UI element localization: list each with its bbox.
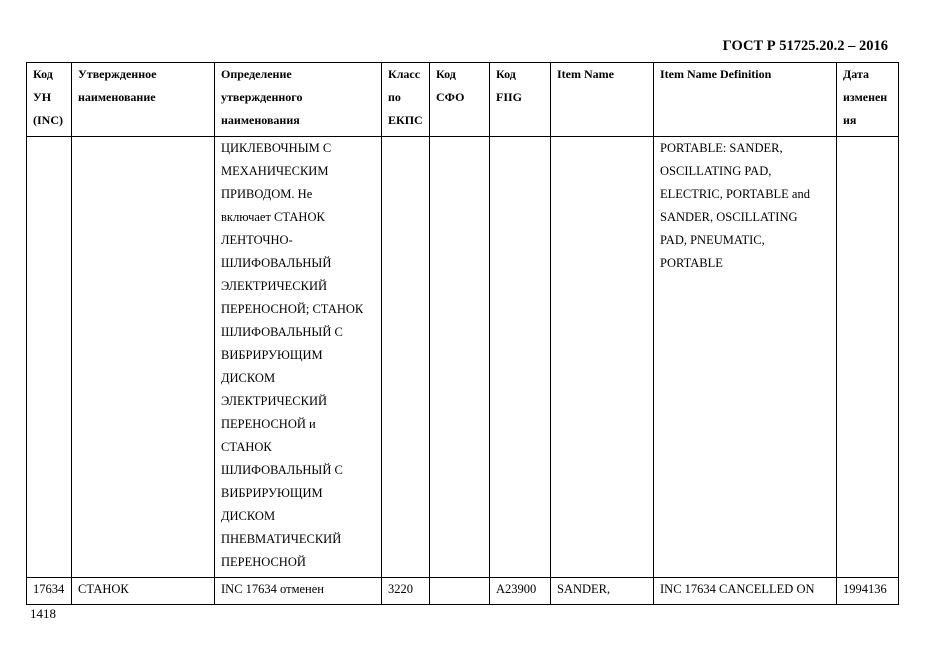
text-line: включает СТАНОК <box>221 210 325 224</box>
header-line: Дата <box>843 67 869 81</box>
cell-class: 3220 <box>382 578 430 605</box>
col-header-inc <box>27 63 72 137</box>
header-line: наименование <box>78 90 156 104</box>
header-line: Код <box>496 67 516 81</box>
cell-definition <box>215 137 382 578</box>
text-line: СТАНОК <box>221 440 272 454</box>
cell-item-name <box>551 137 654 578</box>
header-line: Item Name Definition <box>660 67 772 81</box>
header-line: Утвержденное <box>78 67 157 81</box>
text-line: ДИСКОМ <box>221 509 276 523</box>
text-line: PAD, PNEUMATIC, <box>660 233 765 247</box>
header-row <box>27 63 899 137</box>
header-line: изменен <box>843 90 888 104</box>
text-line: ЭЛЕКТРИЧЕСКИЙ <box>221 394 328 408</box>
text-line: PORTABLE: SANDER, <box>660 141 783 155</box>
text-line: ПЕРЕНОСНОЙ <box>221 555 306 569</box>
text-line: ЭЛЕКТРИЧЕСКИЙ <box>221 279 328 293</box>
text-line: ЦИКЛЕВОЧНЫМ С <box>221 141 332 155</box>
cell-class <box>382 137 430 578</box>
header-line: Класс <box>388 67 421 81</box>
text-line: ВИБРИРУЮЩИМ <box>221 348 323 362</box>
header-line: УН <box>33 90 52 104</box>
header-line: Определение <box>221 67 292 81</box>
header-line: СФО <box>436 90 465 104</box>
header-line: утвержденного <box>221 90 303 104</box>
header-line: Код <box>436 67 456 81</box>
header-line: Item Name <box>557 67 614 81</box>
cell-date <box>837 137 899 578</box>
cell-date: 1994136 <box>837 578 899 605</box>
text-line: ПРИВОДОМ. Не <box>221 187 313 201</box>
cell-item-definition <box>654 137 837 578</box>
text-line: ШЛИФОВАЛЬНЫЙ <box>221 256 332 270</box>
header-line: ия <box>843 113 857 127</box>
col-header-name <box>72 63 215 137</box>
text-line: SANDER, OSCILLATING <box>660 210 798 224</box>
table-row <box>27 137 899 578</box>
header-line: по <box>388 90 401 104</box>
col-header-item-definition <box>654 63 837 137</box>
text-line: ШЛИФОВАЛЬНЫЙ С <box>221 325 343 339</box>
text-line: ЛЕНТОЧНО- <box>221 233 293 247</box>
text-line: ПНЕВМАТИЧЕСКИЙ <box>221 532 342 546</box>
cell-sfo <box>430 137 490 578</box>
header-line: FIIG <box>496 90 523 104</box>
text-line: ELECTRIC, PORTABLE and <box>660 187 810 201</box>
text-line: ДИСКОМ <box>221 371 276 385</box>
cell-sfo <box>430 578 490 605</box>
col-header-item-name <box>551 63 654 137</box>
cell-definition: INC 17634 отменен <box>215 578 382 605</box>
text-line: OSCILLATING PAD, <box>660 164 772 178</box>
document-header: ГОСТ Р 51725.20.2 – 2016 <box>722 38 888 54</box>
col-header-definition <box>215 63 382 137</box>
cell-fiig <box>490 137 551 578</box>
cell-item-name: SANDER, <box>551 578 654 605</box>
text-line: ШЛИФОВАЛЬНЫЙ С <box>221 463 343 477</box>
col-header-date <box>837 63 899 137</box>
col-header-sfo <box>430 63 490 137</box>
cell-item-definition: INC 17634 CANCELLED ON <box>654 578 837 605</box>
header-line: наименования <box>221 113 300 127</box>
header-line: Код <box>33 67 53 81</box>
text-line: ПЕРЕНОСНОЙ; СТАНОК <box>221 302 364 316</box>
text-line: PORTABLE <box>660 256 723 270</box>
cell-inc: 17634 <box>27 578 72 605</box>
col-header-class <box>382 63 430 137</box>
text-line: МЕХАНИЧЕСКИМ <box>221 164 329 178</box>
header-line: (INC) <box>33 113 63 127</box>
header-line: ЕКПС <box>388 113 423 127</box>
table-row <box>27 578 899 605</box>
cell-inc <box>27 137 72 578</box>
cell-name <box>72 137 215 578</box>
data-table <box>26 62 899 605</box>
text-line: ПЕРЕНОСНОЙ и <box>221 417 316 431</box>
text-line: ВИБРИРУЮЩИМ <box>221 486 323 500</box>
cell-fiig: A23900 <box>490 578 551 605</box>
page-number: 1418 <box>30 606 56 621</box>
col-header-fiig <box>490 63 551 137</box>
cell-name: СТАНОК <box>72 578 215 605</box>
